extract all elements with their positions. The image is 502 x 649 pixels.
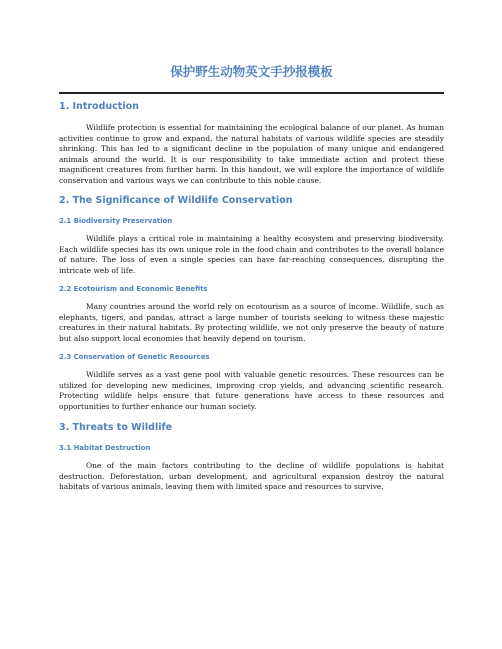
section-heading-introduction: 1. Introduction [59,101,139,112]
document-title: 保护野生动物英文手抄报模板 [170,64,333,79]
section-heading-threats: 3. Threats to Wildlife [59,422,173,433]
subsection-heading-ecotourism: 2.2 Ecotourism and Economic Benefits [59,285,208,293]
paragraph-ecotourism: Many countries around the world rely on ecotourism as a source of income. Wildlife, such as elephants, tigers, and pandas, attract a large number of tourists seeking to witness these majestic creatures in their natural habitats. By protecting wildlife, we not only preserve the beauty of nature but also support local economies that heavily depend on tourism. [59,302,444,343]
subsection-heading-biodiversity: 2.1 Biodiversity Preservation [59,217,173,225]
subsection-heading-genetic-resources: 2.3 Conservation of Genetic Resources [59,353,210,361]
paragraph-biodiversity: Wildlife plays a critical role in maintaining a healthy ecosystem and preserving biodiversity. Each wildlife species has its own unique role in the food chain and contributes to the overall balance of nature. The loss of even a single species can have far-reaching consequences, disrupting the intricate web of life. [59,234,444,275]
subsection-heading-habitat-destruction: 3.1 Habitat Destruction [59,444,151,452]
title-divider [59,92,444,94]
section-heading-significance: 2. The Significance of Wildlife Conservation [59,195,293,206]
paragraph-introduction: Wildlife protection is essential for maintaining the ecological balance of our planet. As human activities continue to grow and expand, the natural habitats of various wildlife species are steadily shrinking. This has led to a significant decline in the population of many unique and endangered animals around the world. It is our responsibility to take immediate action and protect these magnificent creatures from further harm. In this handout, we will explore the importance of wildlife conservation and various ways we can contribute to this noble cause. [59,123,444,185]
paragraph-habitat-destruction: One of the main factors contributing to the decline of wildlife populations is habitat destruction. Deforestation, urban development, and agricultural expansion destroy the natural habitats of various animals, leaving them with limited space and resources to survive. [59,461,444,491]
paragraph-genetic-resources: Wildlife serves as a vast gene pool with valuable genetic resources. These resources can be utilized for developing new medicines, improving crop yields, and advancing scientific research. Protecting wildlife helps ensure that future generations have access to these resources and opportunities to further enhance our human society. [59,370,444,411]
